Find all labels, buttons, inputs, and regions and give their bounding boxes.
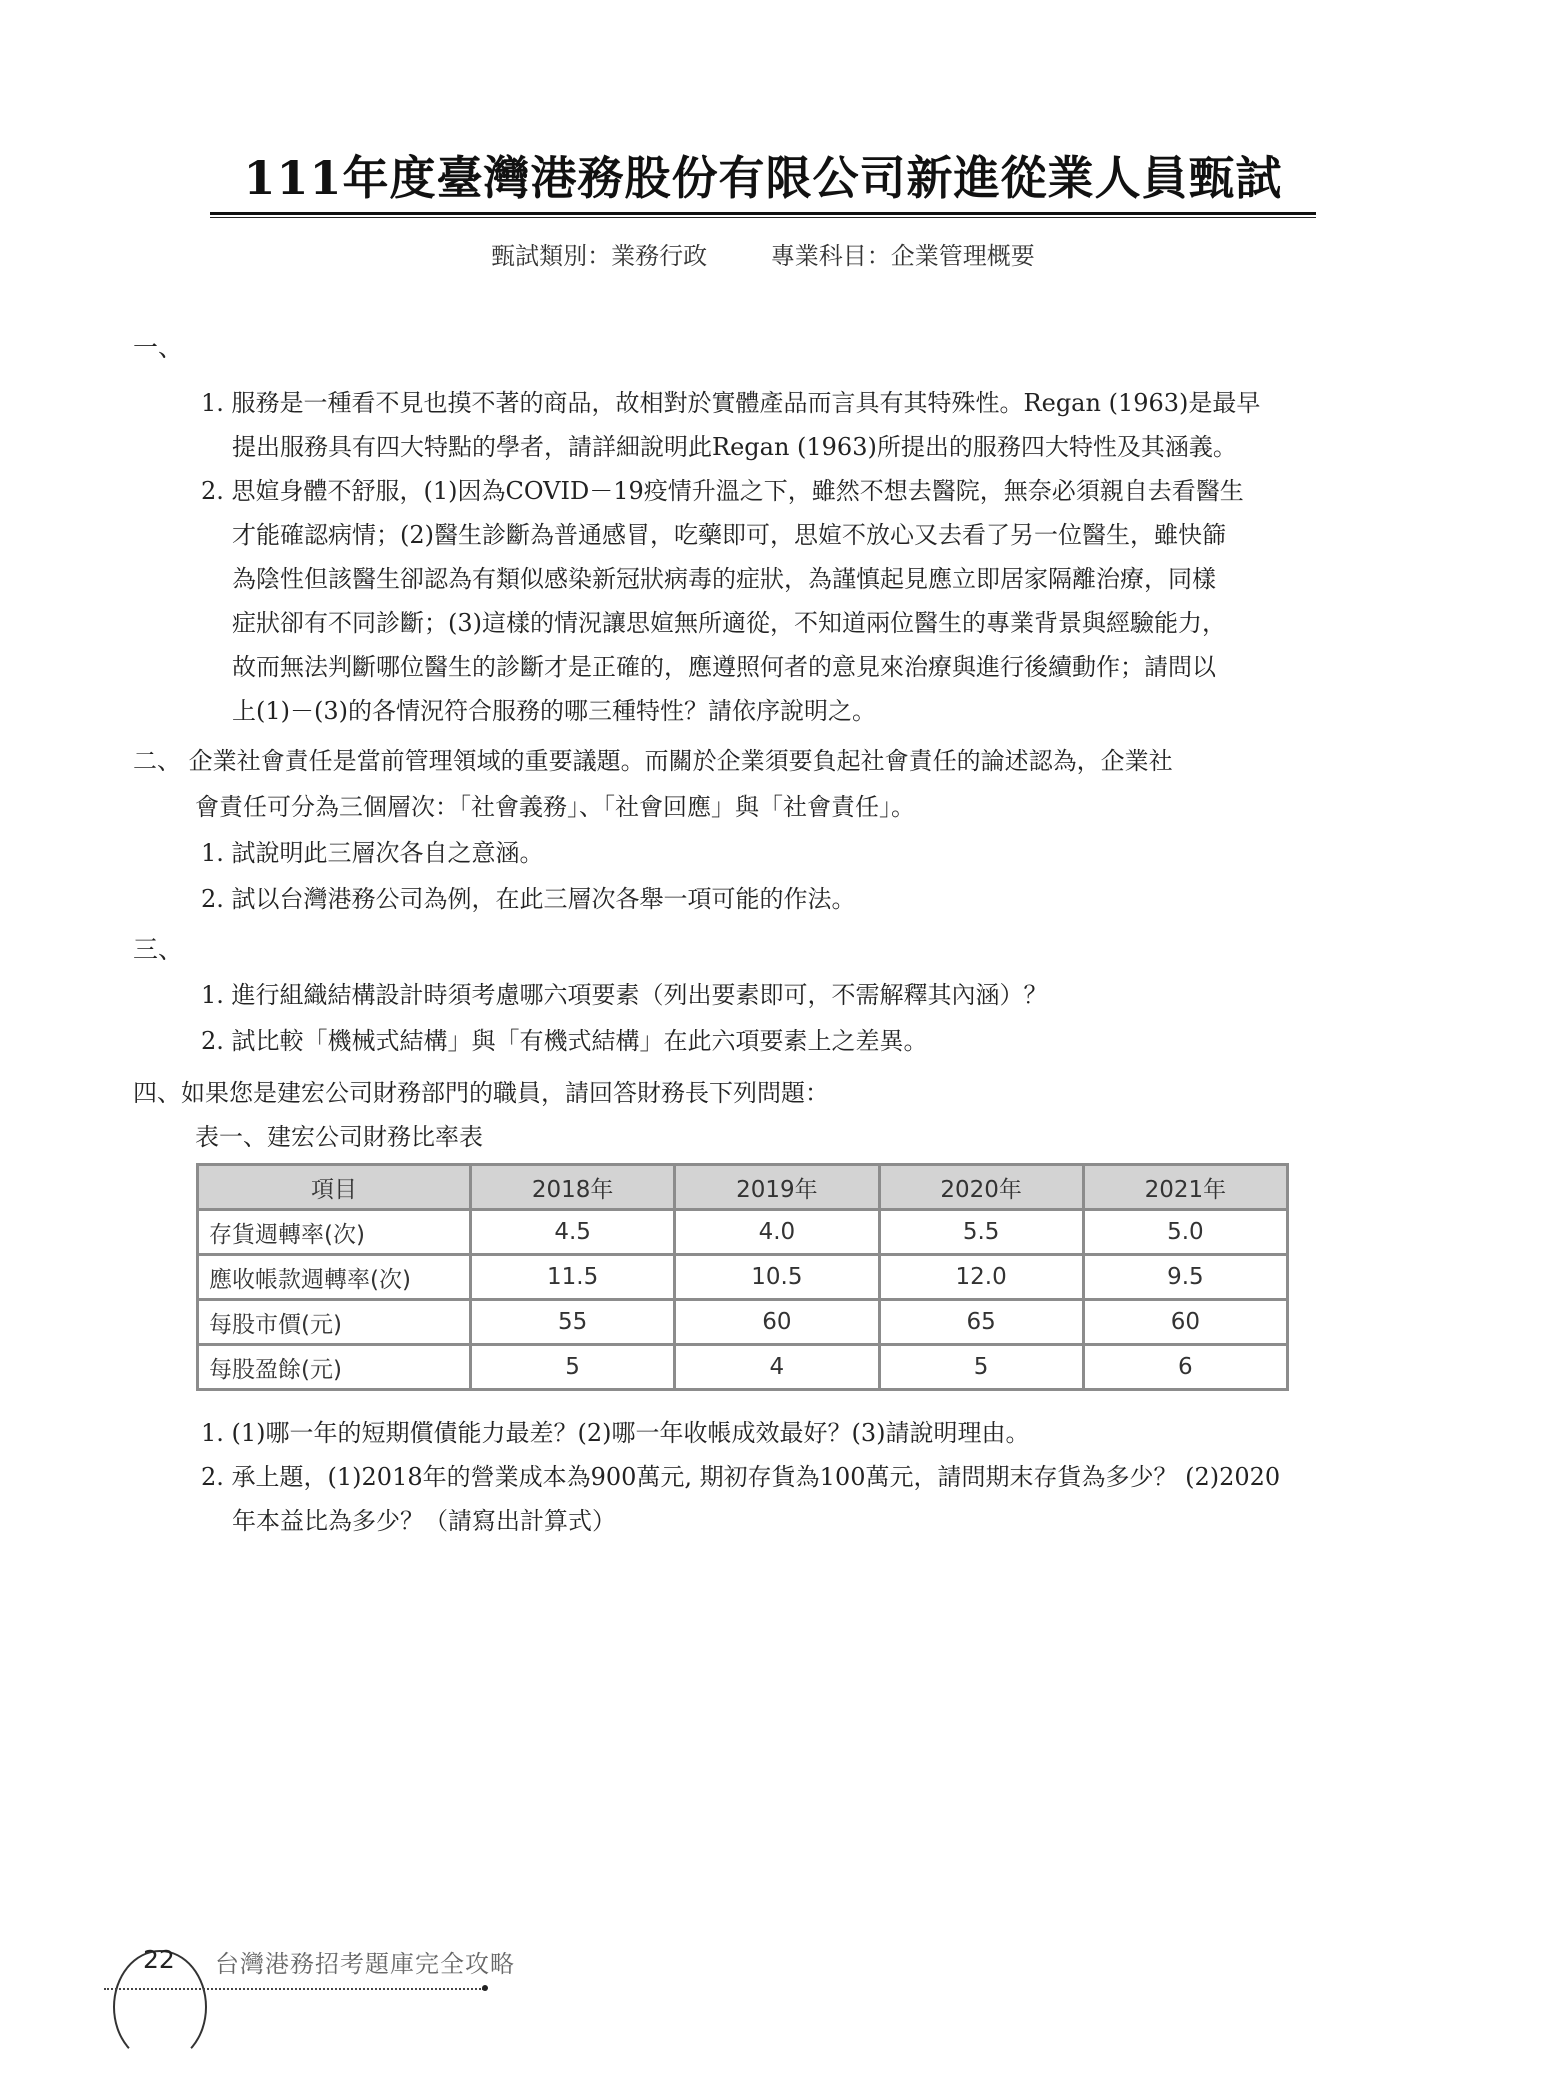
question-line: 試比較「機械式結構」與「有機式結構」在此六項要素上之差異。 <box>231 1027 928 1055</box>
table-header-cell: 項目 <box>198 1165 471 1210</box>
title-rule-thin <box>210 217 1316 218</box>
table-cell: 60 <box>1083 1300 1287 1345</box>
question-line: 年本益比為多少？（請寫出計算式） <box>232 1507 616 1535</box>
table-cell: 9.5 <box>1083 1255 1287 1300</box>
table-header-cell: 2019年 <box>675 1165 879 1210</box>
question-line: 才能確認病情；(2)醫生診斷為普通感冒，吃藥即可，思媗不放心又去看了另一位醫生，雖快篩 <box>232 521 1226 549</box>
table-row-label: 應收帳款週轉率(次) <box>198 1255 471 1300</box>
financial-ratio-table <box>196 1163 1289 1391</box>
table-caption: 表一、建宏公司財務比率表 <box>195 1123 483 1151</box>
table-cell: 4.5 <box>471 1210 675 1255</box>
question-number: 1. <box>201 1419 224 1447</box>
section-1-label: 一、 <box>133 333 184 362</box>
table-cell: 11.5 <box>471 1255 675 1300</box>
question-number: 2. <box>201 885 224 913</box>
footer-dotted-line <box>104 1988 484 1990</box>
question-line: 症狀卻有不同診斷；(3)這樣的情況讓思媗無所適從，不知道兩位醫生的專業背景與經驗能力， <box>232 609 1226 637</box>
question-number: 2. <box>201 1463 224 1491</box>
section-4-label: 四、 <box>133 1079 181 1107</box>
table-cell: 4 <box>675 1345 879 1390</box>
question-number: 1. <box>201 839 224 867</box>
question-line: (1)哪一年的短期償債能力最差？(2)哪一年收帳成效最好？(3)請說明理由。 <box>231 1419 1030 1447</box>
table-row-label: 每股市價(元) <box>198 1300 471 1345</box>
question-1-2 <box>201 468 1244 514</box>
question-4-2 <box>201 1454 1280 1500</box>
exam-subject: 專業科目：企業管理概要 <box>770 242 1035 270</box>
question-number: 2. <box>201 1027 224 1055</box>
question-4-1 <box>201 1410 1030 1456</box>
section-4-intro <box>133 1070 829 1116</box>
footer-dot-end <box>482 1985 488 1991</box>
table-row <box>198 1300 1288 1345</box>
question-2-1 <box>201 830 544 876</box>
exam-title: 111年度臺灣港務股份有限公司新進從業人員甄試 <box>243 151 1283 205</box>
table-cell: 5 <box>471 1345 675 1390</box>
question-3-2 <box>201 1018 928 1064</box>
table-cell: 12.0 <box>879 1255 1083 1300</box>
table-row <box>198 1255 1288 1300</box>
exam-subtitle <box>0 236 1526 271</box>
question-line: 故而無法判斷哪位醫生的診斷才是正確的，應遵照何者的意見來治療與進行後續動作；請問以 <box>232 653 1216 681</box>
question-line: 承上題，(1)2018年的營業成本為900萬元, 期初存貨為100萬元，請問期末存貨為多少？ (2)2020 <box>231 1463 1281 1491</box>
question-line: 上(1)－(3)的各情況符合服務的哪三種特性？請依序說明之。 <box>232 697 876 725</box>
table-cell: 6 <box>1083 1345 1287 1390</box>
table-row-label: 每股盈餘(元) <box>198 1345 471 1390</box>
table-cell: 5.5 <box>879 1210 1083 1255</box>
question-3-1 <box>201 972 1048 1018</box>
title-rule-thick <box>210 212 1316 215</box>
table-header-cell: 2021年 <box>1083 1165 1287 1210</box>
page-number: 22 <box>143 1945 175 1974</box>
table-row-label: 存貨週轉率(次) <box>198 1210 471 1255</box>
section-2-intro <box>133 738 1173 784</box>
intro-line: 企業社會責任是當前管理領域的重要議題。而關於企業須要負起社會責任的論述認為，企業社 <box>188 747 1173 775</box>
intro-line: 如果您是建宏公司財務部門的職員，請回答財務長下列問題： <box>181 1079 829 1107</box>
table-cell: 55 <box>471 1300 675 1345</box>
table-cell: 65 <box>879 1300 1083 1345</box>
table-row <box>198 1210 1288 1255</box>
table-header-cell: 2020年 <box>879 1165 1083 1210</box>
table-cell: 4.0 <box>675 1210 879 1255</box>
question-line: 進行組織結構設計時須考慮哪六項要素（列出要素即可，不需解釋其內涵）？ <box>231 981 1048 1009</box>
question-line: 試說明此三層次各自之意涵。 <box>231 839 544 867</box>
section-3-label: 三、 <box>133 935 184 964</box>
table-cell: 60 <box>675 1300 879 1345</box>
question-number: 1. <box>201 981 224 1009</box>
book-title: 台灣港務招考題庫完全攻略 <box>215 1950 515 1978</box>
table-cell: 5 <box>879 1345 1083 1390</box>
table-row <box>198 1345 1288 1390</box>
question-line: 提出服務具有四大特點的學者，請詳細說明此Regan (1963)所提出的服務四大特性及其涵義。 <box>232 433 1237 461</box>
question-1-1 <box>201 380 1260 426</box>
question-line: 試以台灣港務公司為例，在此三層次各舉一項可能的作法。 <box>231 885 856 913</box>
table-cell: 5.0 <box>1083 1210 1287 1255</box>
question-line: 思媗身體不舒服，(1)因為COVID－19疫情升溫之下，雖然不想去醫院，無奈必須親自去看醫生 <box>231 477 1244 505</box>
question-2-2 <box>201 876 856 922</box>
question-number: 1. <box>201 389 224 417</box>
question-number: 2. <box>201 477 224 505</box>
question-line: 為陰性但該醫生卻認為有類似感染新冠狀病毒的症狀，為謹慎起見應立即居家隔離治療，同樣 <box>232 565 1216 593</box>
question-line: 服務是一種看不見也摸不著的商品，故相對於實體產品而言具有其特殊性。Regan (1963)是最早 <box>231 389 1261 417</box>
intro-line: 會責任可分為三個層次：「社會義務」、「社會回應」與「社會責任」。 <box>195 793 915 821</box>
exam-category: 甄試類別：業務行政 <box>491 242 708 270</box>
section-2-label: 二、 <box>133 747 181 775</box>
table-cell: 10.5 <box>675 1255 879 1300</box>
table-header-row <box>198 1165 1288 1210</box>
table-header-cell: 2018年 <box>471 1165 675 1210</box>
